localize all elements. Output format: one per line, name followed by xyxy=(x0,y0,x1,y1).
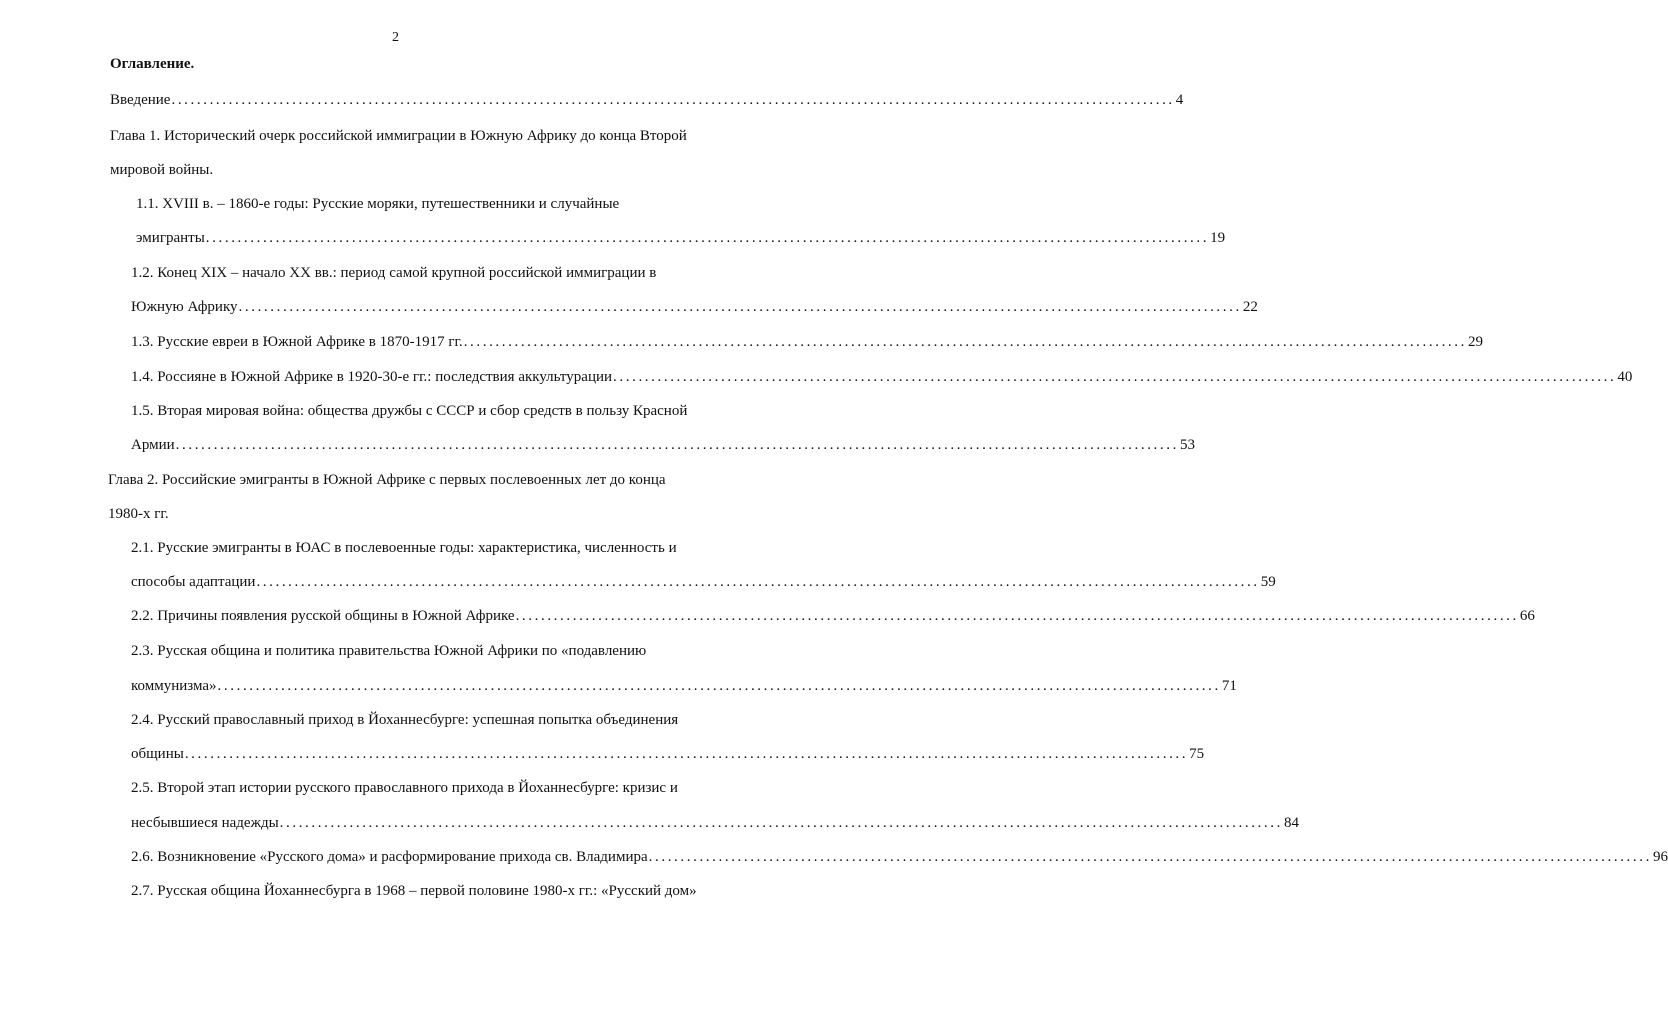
toc-section-1-5-line1: 1.5. Вторая мировая война: общества дружбы с СССР и сбор средств в пользу Красной xyxy=(131,403,688,419)
dot-leader: .............................................................................................................................................................. xyxy=(648,849,1652,865)
toc-page-number: 4 xyxy=(1175,92,1184,108)
toc-chapter-1-line2: мировой войны. xyxy=(110,162,214,178)
toc-page-number: 29 xyxy=(1468,334,1483,350)
toc-section-2-1-line1: 2.1. Русские эмигранты в ЮАС в послевоенные годы: характеристика, численность и xyxy=(131,540,677,556)
toc-section-2-6 xyxy=(131,847,1668,867)
toc-page-number: 19 xyxy=(1210,230,1226,246)
toc-entry-text: общины xyxy=(131,746,184,762)
toc-entry-text: 1.4. Россияне в Южной Африке в 1920-30-е гг.: последствия аккультурации xyxy=(131,369,613,385)
toc-page-number: 75 xyxy=(1189,746,1205,762)
dot-leader: .............................................................................................................................................................. xyxy=(184,746,1189,762)
toc-chapter-2-line1: Глава 2. Российские эмигранты в Южной Африке с первых послевоенных лет до конца xyxy=(108,472,666,488)
toc-section-2-1-line2 xyxy=(131,572,1276,592)
toc-page-number: 53 xyxy=(1179,437,1195,453)
toc-section-1-2-line2 xyxy=(131,297,1258,317)
dot-leader: .............................................................................................................................................................. xyxy=(279,815,1283,831)
dot-leader: .............................................................................................................................................................. xyxy=(613,369,1617,385)
toc-section-1-4 xyxy=(131,367,1633,387)
toc-entry-text: 2.2. Причины появления русской общины в Южной Африке xyxy=(131,608,515,624)
dot-leader: .............................................................................................................................................................. xyxy=(238,299,1242,315)
toc-section-2-5-line2 xyxy=(131,813,1299,833)
toc-page-number: 40 xyxy=(1617,369,1633,385)
toc-entry-text: Южную Африку xyxy=(131,299,238,315)
toc-entry-text: Армии xyxy=(131,437,175,453)
toc-page-number: 96 xyxy=(1652,849,1668,865)
toc-entry-intro xyxy=(110,90,1184,110)
toc-entry-text: коммунизма» xyxy=(131,678,217,694)
toc-section-2-4-line1: 2.4. Русский православный приход в Йоханнесбурге: успешная попытка объединения xyxy=(131,712,679,728)
toc-entry-text: несбывшиеся надежды xyxy=(131,815,279,831)
toc-section-2-3-line2 xyxy=(131,676,1237,696)
toc-section-1-1-line2 xyxy=(136,228,1226,248)
dot-leader: .............................................................................................................................................................. xyxy=(515,608,1519,624)
toc-section-1-3 xyxy=(131,332,1483,352)
toc-section-2-4-line2 xyxy=(131,744,1205,764)
toc-entry-text: 1.3. Русские евреи в Южной Африке в 1870-1917 гг. xyxy=(131,334,463,350)
toc-section-2-5-line1: 2.5. Второй этап истории русского православного прихода в Йоханнесбурге: кризис и xyxy=(131,780,678,796)
dot-leader: .............................................................................................................................................................. xyxy=(217,678,1221,694)
toc-entry-text: 2.6. Возникновение «Русского дома» и расформирование прихода св. Владимира xyxy=(131,849,648,865)
toc-section-1-5-line2 xyxy=(131,435,1195,455)
toc-page-number: 71 xyxy=(1221,678,1237,694)
toc-section-2-2 xyxy=(131,606,1535,626)
toc-page-number: 66 xyxy=(1519,608,1535,624)
dot-leader: .............................................................................................................................................................. xyxy=(175,437,1179,453)
toc-section-2-3-line1: 2.3. Русская община и политика правительства Южной Африки по «подавлению xyxy=(131,643,647,659)
dot-leader: .............................................................................................................................................................. xyxy=(463,334,1467,350)
toc-section-2-7-line1: 2.7. Русская община Йоханнесбурга в 1968 – первой половине 1980-х гг.: «Русский дом» xyxy=(131,883,697,899)
toc-section-1-2-line1: 1.2. Конец XIX – начало XX вв.: период самой крупной российской иммиграции в xyxy=(131,265,657,281)
toc-entry-text: эмигранты xyxy=(136,230,205,246)
toc-chapter-1-line1: Глава 1. Исторический очерк российской иммиграции в Южную Африку до конца Второй xyxy=(110,128,687,144)
dot-leader: .............................................................................................................................................................. xyxy=(171,92,1175,108)
dot-leader: .............................................................................................................................................................. xyxy=(256,574,1260,590)
toc-entry-text: способы адаптации xyxy=(131,574,256,590)
toc-page-number: 22 xyxy=(1242,299,1258,315)
toc-section-1-1-line1: 1.1. XVIII в. – 1860-е годы: Русские моряки, путешественники и случайные xyxy=(136,196,620,212)
page-number: 2 xyxy=(392,30,399,45)
toc-chapter-2-line2: 1980-х гг. xyxy=(108,506,169,522)
toc-page-number: 84 xyxy=(1283,815,1299,831)
toc-heading: Оглавление. xyxy=(110,56,195,72)
toc-entry-text: Введение xyxy=(110,92,171,108)
toc-page-number: 59 xyxy=(1260,574,1276,590)
dot-leader: .............................................................................................................................................................. xyxy=(205,230,1210,246)
